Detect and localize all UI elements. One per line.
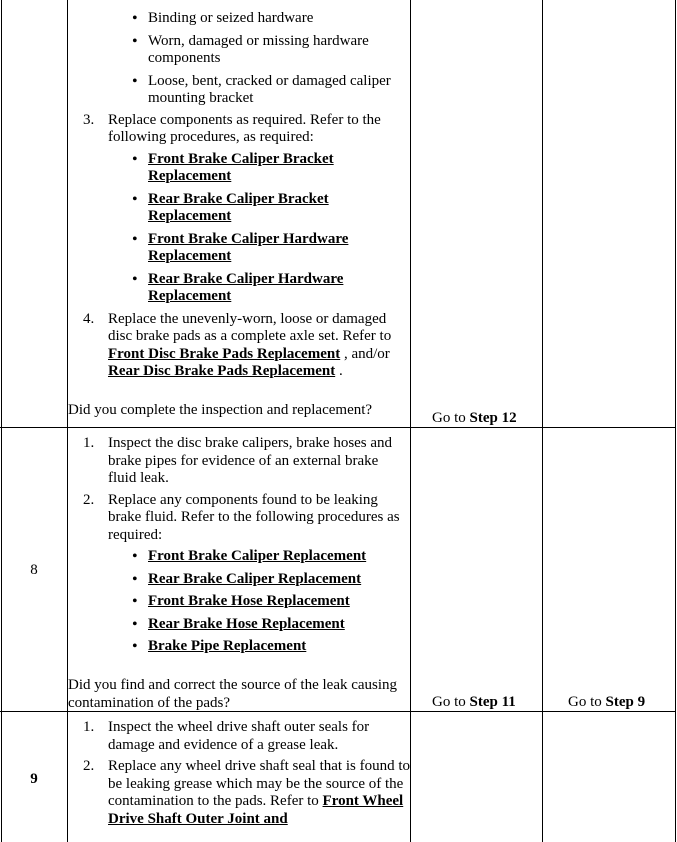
list-item (68, 758, 410, 828)
procedure-link[interactable]: Front Brake Caliper Bracket Replacement (148, 150, 334, 184)
procedure-link[interactable]: Rear Brake Caliper Hardware Replacement (148, 270, 344, 304)
step-link[interactable]: Step 11 (469, 694, 516, 710)
step-number: 8 (30, 562, 38, 578)
item-text: Replace any wheel drive shaft seal that is found to be leaking grease which may be the source of the contamination to the pads. Refer to (108, 758, 410, 809)
list-item: • Worn, damaged or missing hardware components (68, 33, 410, 68)
row7-yes-answer (432, 410, 517, 427)
procedure-link-list (68, 151, 410, 306)
row7-action-cell (68, 10, 410, 385)
step-number: 9 (30, 771, 38, 787)
procedure-link[interactable]: Rear Brake Caliper Replacement (148, 570, 362, 587)
list-item (68, 492, 410, 656)
item-text: Inspect the disc brake calipers, brake hoses and brake pipes for evidence of an external brake fluid leak. (108, 435, 393, 486)
row7-question: Did you complete the inspection and replacement? (68, 402, 373, 418)
row9-action-cell (68, 719, 410, 832)
procedure-link[interactable]: Front Brake Caliper Hardware Replacement (148, 230, 349, 264)
answer-prefix: Go to (432, 410, 470, 426)
row8-no-answer (568, 694, 645, 711)
item-text: Replace the unevenly-worn, loose or damaged disc brake pads as a complete axle set. Refer to (108, 310, 392, 344)
list-item (68, 435, 410, 488)
answer-prefix: Go to (432, 694, 470, 710)
list-item (68, 151, 410, 186)
procedure-link[interactable]: Front Brake Caliper Replacement (148, 548, 367, 564)
item-number: 3. (83, 111, 95, 128)
step-link[interactable]: Step 9 (605, 694, 646, 710)
table-divider-action (410, 0, 411, 842)
item-number: 2. (83, 491, 95, 508)
answer-prefix: Go to (568, 694, 606, 710)
item-text: Inspect the wheel drive shaft outer seals for damage and evidence of a grease leak. (108, 719, 370, 753)
step-link[interactable]: Step 12 (469, 410, 517, 426)
item-text: . (335, 363, 343, 379)
procedure-link[interactable]: Front Wheel Drive Shaft Outer Joint and (108, 793, 404, 827)
item-text: Replace components as required. Refer to the following procedures, as required: (108, 111, 381, 145)
list-item: • Loose, bent, cracked or damaged caliper mounting bracket (68, 73, 410, 108)
procedure-link[interactable]: Front Brake Hose Replacement (148, 593, 350, 609)
inspection-bullet-list (68, 10, 410, 108)
item-number: 2. (83, 758, 95, 774)
procedure-link[interactable]: Brake Pipe Replacement (148, 638, 307, 654)
table-border-right (675, 0, 676, 842)
row8-question: Did you find and correct the source of the leak causing contamination of the pads? (68, 677, 398, 711)
list-item (68, 593, 410, 611)
row8-yes-answer (432, 694, 516, 711)
list-item (68, 271, 410, 306)
item-number: 4. (83, 310, 95, 327)
list-item (68, 719, 410, 754)
list-item (68, 311, 410, 381)
list-item: • Binding or seized hardware (68, 10, 410, 28)
procedure-link[interactable]: Rear Disc Brake Pads Replacement (108, 363, 336, 379)
list-item (68, 191, 410, 226)
list-item (68, 571, 410, 589)
table-divider-yes (542, 0, 543, 842)
row9-numbered-list (68, 719, 410, 828)
procedure-link[interactable]: Rear Brake Hose Replacement (148, 615, 345, 632)
procedure-link[interactable]: Front Disc Brake Pads Replacement (108, 345, 341, 362)
procedure-link[interactable]: Rear Brake Caliper Bracket Replacement (148, 190, 329, 224)
item-text: Replace any components found to be leaking brake fluid. Refer to the following procedures as required: (108, 491, 400, 543)
list-item (68, 112, 410, 306)
table-border-left (1, 0, 2, 842)
list-item (68, 231, 410, 266)
row-separator-7-8 (0, 427, 676, 428)
row8-numbered-list (68, 435, 410, 656)
item-number: 1. (83, 435, 95, 451)
row7-numbered-list (68, 112, 410, 381)
row8-action-cell (68, 435, 410, 661)
procedure-link-list (68, 548, 410, 656)
item-number: 1. (83, 719, 95, 735)
list-item (68, 616, 410, 634)
list-item (68, 548, 410, 566)
item-text: , and/or (340, 345, 390, 362)
list-item (68, 638, 410, 656)
